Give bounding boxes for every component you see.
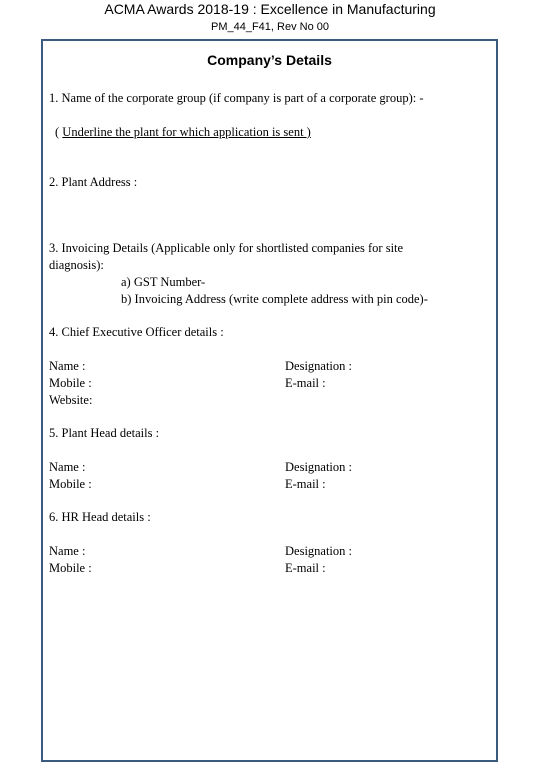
ceo-name-label: Name : [49, 359, 86, 373]
ceo-designation-label: Designation : [285, 359, 353, 373]
invoicing-details-label: 3. Invoicing Details (Applicable only for shortlisted companies for site [49, 241, 404, 255]
plant-head-mobile-label: Mobile : [49, 477, 92, 491]
underline-instruction [55, 124, 311, 140]
hr-head-designation-label: Designation : [285, 544, 353, 558]
gst-number-label: a) GST Number- [121, 275, 206, 289]
document-title: ACMA Awards 2018-19 : Excellence in Manufacturing [104, 1, 436, 17]
invoicing-address-label: b) Invoicing Address (write complete address with pin code)- [121, 292, 428, 306]
plant-address-label: 2. Plant Address : [49, 175, 138, 189]
form-title: Company’s Details [207, 52, 332, 68]
ceo-email-label: E-mail : [285, 376, 326, 390]
corporate-group-label: 1. Name of the corporate group (if company is part of a corporate group): - [49, 91, 424, 105]
hr-head-heading: 6. HR Head details : [49, 510, 151, 524]
hr-head-mobile-label: Mobile : [49, 561, 92, 575]
ceo-website-label: Website: [49, 393, 93, 407]
document-code: PM_44_F41, Rev No 00 [210, 21, 329, 33]
underline-instruction-open: ( [55, 125, 63, 139]
hr-head-name-label: Name : [49, 544, 86, 558]
plant-head-designation-label: Designation : [285, 460, 353, 474]
plant-head-heading: 5. Plant Head details : [49, 426, 160, 440]
plant-head-email-label: E-mail : [285, 477, 326, 491]
invoicing-details-label-cont: diagnosis): [49, 258, 104, 272]
form-border [41, 39, 498, 762]
hr-head-email-label: E-mail : [285, 561, 326, 575]
plant-head-name-label: Name : [49, 460, 86, 474]
ceo-details-heading: 4. Chief Executive Officer details : [49, 325, 224, 339]
underline-instruction-text: Underline the plant for which application is sent ) [62, 125, 311, 139]
ceo-mobile-label: Mobile : [49, 376, 92, 390]
